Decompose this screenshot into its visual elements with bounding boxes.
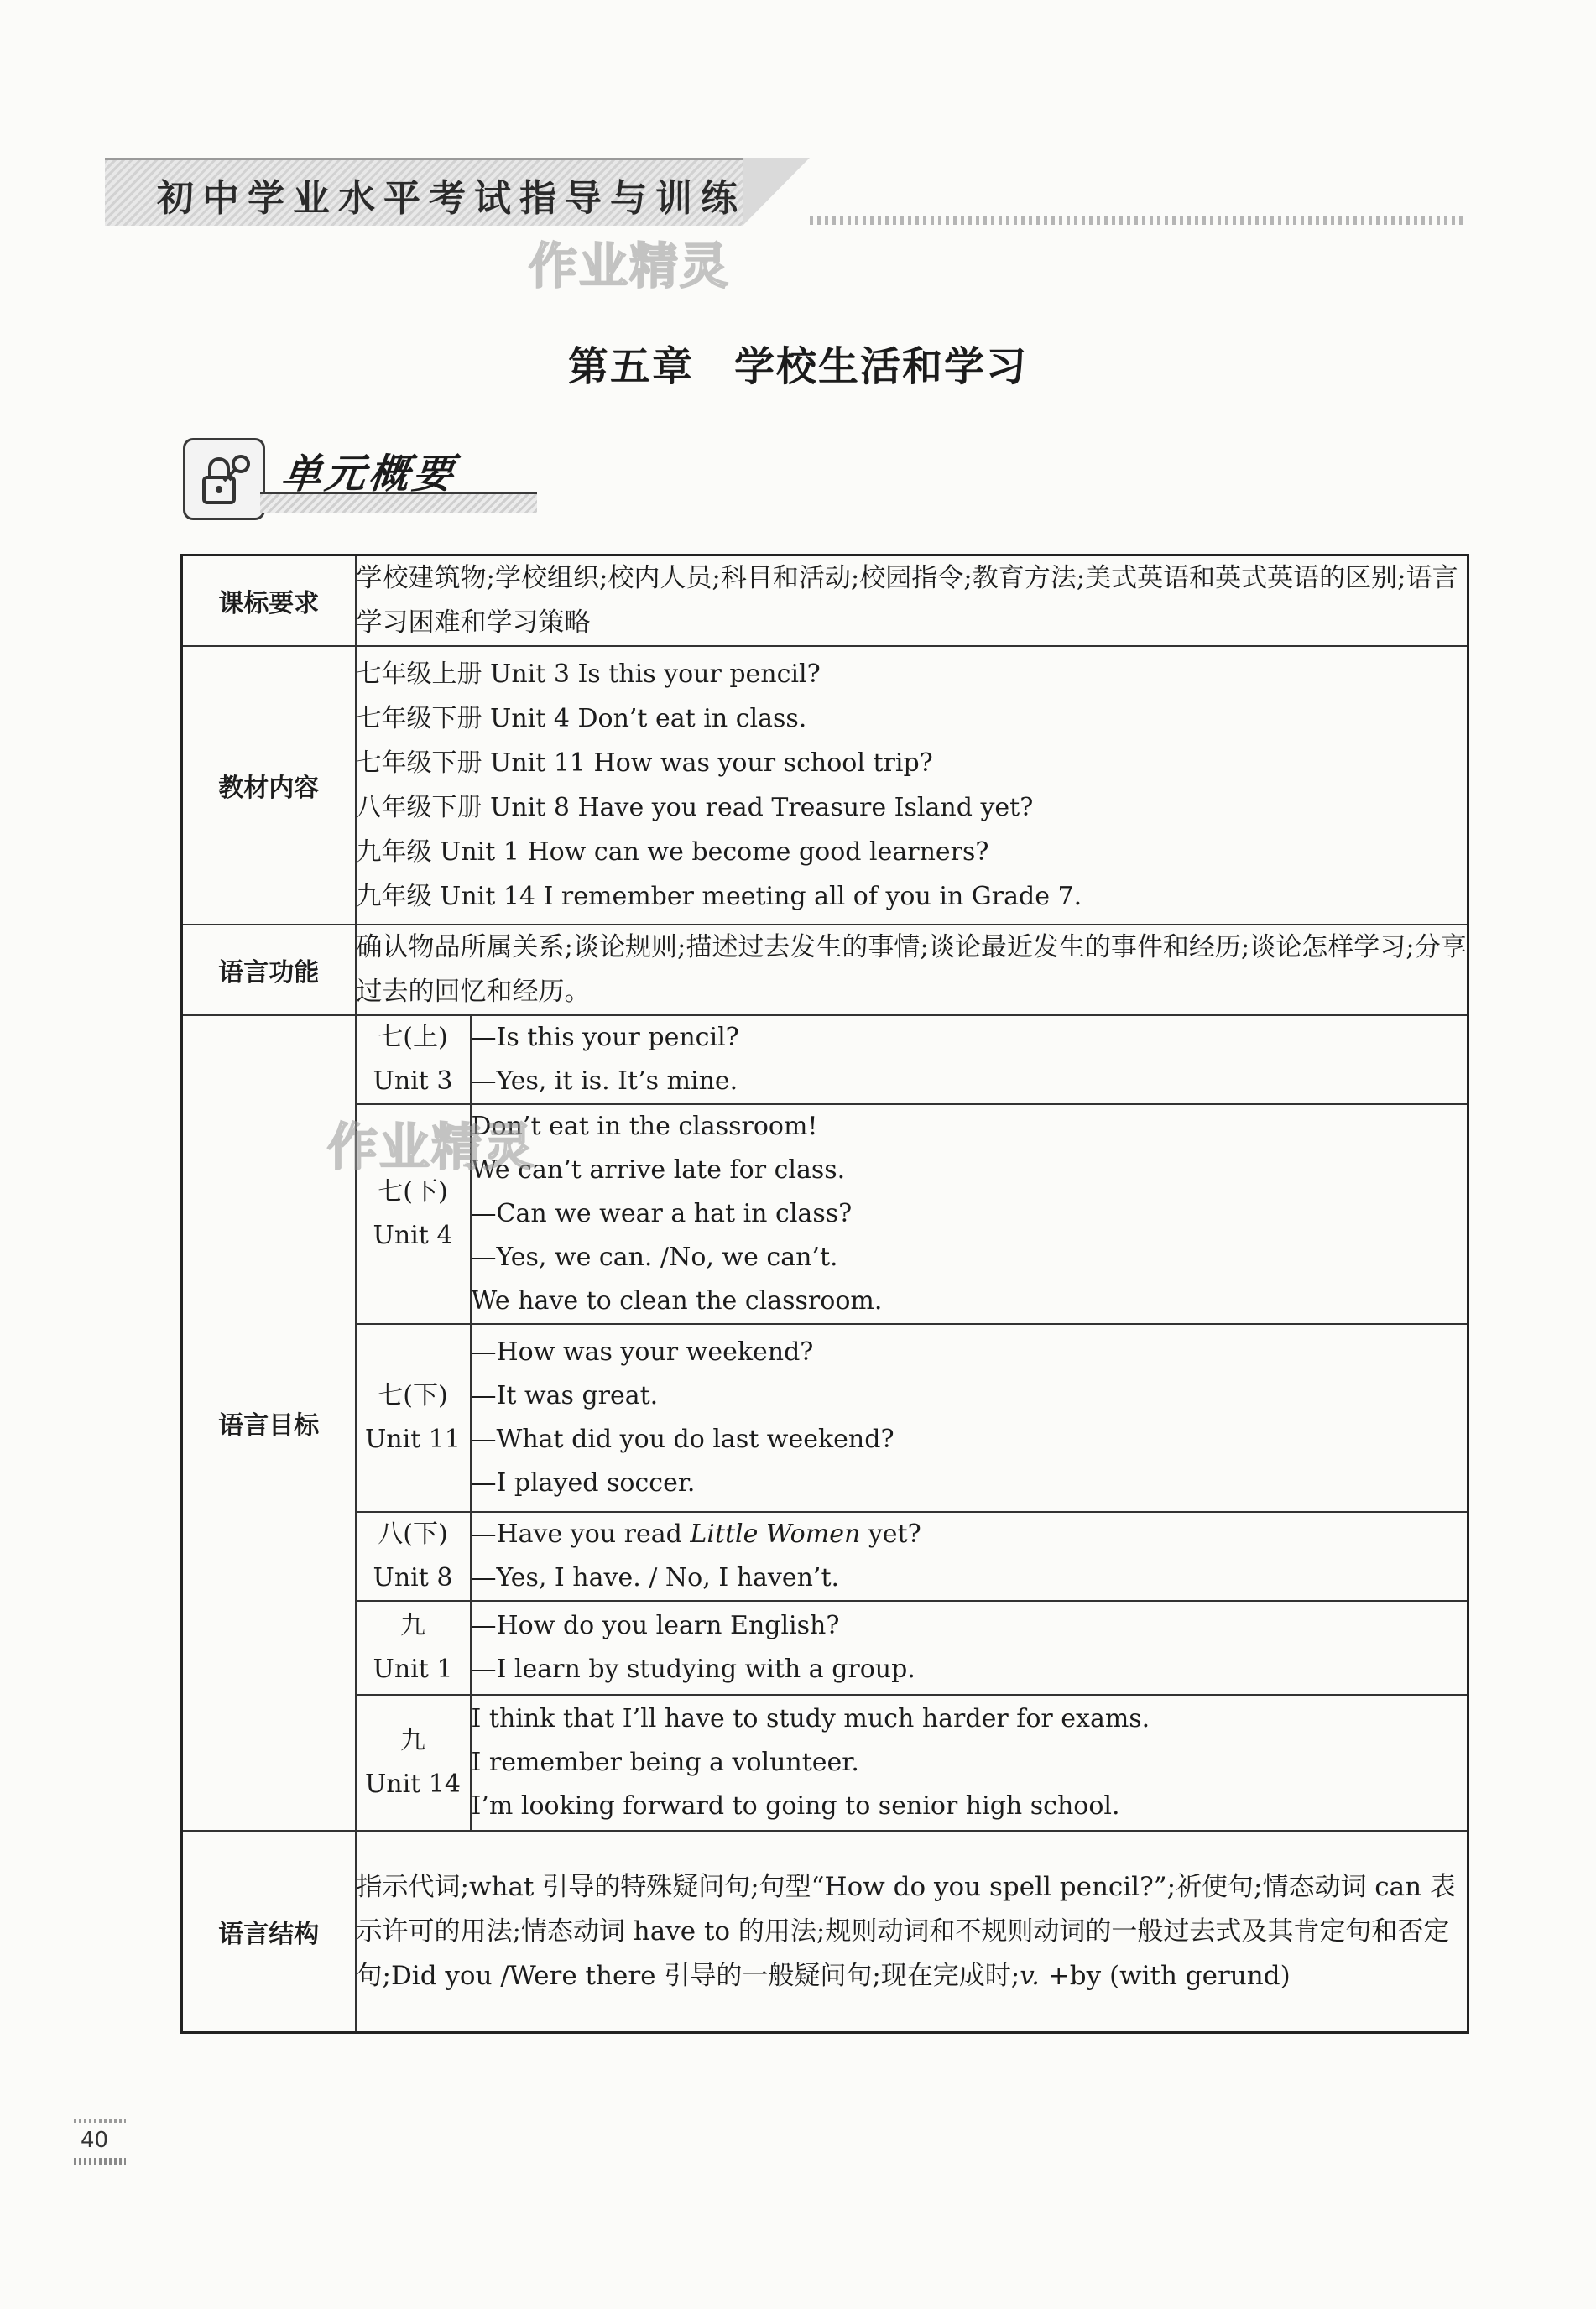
chapter-title [0, 334, 1596, 392]
grade-cell [357, 1512, 471, 1601]
table-row [357, 1695, 1468, 1830]
sentence: —Can we wear a hat in class? [471, 1199, 853, 1228]
structures-text [356, 1831, 1468, 2033]
unit-overview-table [180, 554, 1469, 2034]
section-label: 单元概要 [279, 451, 459, 498]
list-item: 七年级下册 Unit 11 How was your school trip? [356, 748, 933, 778]
table-row [357, 1512, 1468, 1601]
list-item: 九年级 Unit 1 How can we become good learners? [356, 837, 989, 867]
grade-label: 九 [400, 1726, 425, 1755]
structures-part: v. [1020, 1960, 1040, 1991]
table-row [357, 1601, 1468, 1695]
label-structures: 语言结构 [182, 1831, 356, 2033]
grade-label: 九 [400, 1611, 425, 1640]
header-dotted-rule [810, 216, 1464, 225]
structures-part: +by (with gerund) [1039, 1960, 1291, 1991]
grade-label: 八(下) [378, 1519, 448, 1549]
sentence-part: yet? [860, 1519, 921, 1549]
section-badge [183, 438, 552, 522]
sentence [472, 1513, 1468, 1556]
sentence: I’m looking forward to going to senior high school. [471, 1791, 1120, 1821]
row-structures [182, 1831, 1468, 2033]
sentence-cell [471, 1016, 1468, 1104]
sentence: We can’t arrive late for class. [471, 1155, 846, 1185]
book-title-italic: Little Women [690, 1519, 861, 1549]
chapter-number: 第五章 [567, 343, 694, 390]
requirements-text: 学校建筑物;学校组织;校内人员;科目和活动;校园指令;教育方法;美式英语和英式英语的区别;语言学习困难和学习策略 [356, 555, 1468, 647]
watermark: 作业精灵 [327, 1118, 535, 1177]
grade-cell [357, 1695, 471, 1830]
label-targets: 语言目标 [182, 1015, 356, 1831]
list-item: 八年级下册 Unit 8 Have you read Treasure Island yet? [356, 793, 1034, 822]
grade-label: 七(下) [378, 1381, 448, 1410]
sentence: —Is this your pencil? [471, 1023, 739, 1052]
row-requirements [182, 555, 1468, 647]
sentence: —Yes, it is. It’s mine. [471, 1066, 738, 1096]
list-item: 七年级下册 Unit 4 Don’t eat in class. [356, 704, 807, 733]
sentence-cell [471, 1104, 1468, 1324]
sentence: —I played soccer. [471, 1468, 696, 1498]
sentence: We have to clean the classroom. [471, 1286, 883, 1316]
page-number: 40 [81, 2128, 109, 2153]
sentence: —Yes, we can. /No, we can’t. [471, 1243, 838, 1272]
sentence-cell [471, 1324, 1468, 1512]
watermark: 作业精灵 [529, 237, 731, 294]
grade-label: 七(上) [378, 1023, 448, 1052]
unit-label: Unit 14 [365, 1770, 461, 1799]
unit-label: Unit 4 [373, 1221, 453, 1250]
sentence-cell [471, 1512, 1468, 1601]
unit-label: Unit 8 [373, 1563, 453, 1592]
grade-cell [357, 1324, 471, 1512]
list-item: 七年级上册 Unit 3 Is this your pencil? [356, 659, 821, 689]
table-row [357, 1324, 1468, 1512]
book-title: 初中学业水平考试指导与训练 [157, 177, 746, 220]
grade-cell [357, 1016, 471, 1104]
sentence: Don’t eat in the classroom! [471, 1112, 818, 1141]
table-row [357, 1016, 1468, 1104]
sentence: —Yes, I have. / No, I haven’t. [471, 1563, 840, 1592]
unit-label: Unit 11 [365, 1425, 461, 1454]
chapter-name: 学校生活和学习 [734, 343, 1029, 390]
running-header [105, 151, 1464, 235]
label-requirements: 课标要求 [182, 555, 356, 647]
sentence: —What did you do last weekend? [471, 1425, 894, 1454]
list-item: 九年级 Unit 14 I remember meeting all of you in Grade 7. [356, 882, 1082, 911]
page-number-ornament [74, 2119, 126, 2123]
sentence-cell [471, 1601, 1468, 1695]
label-functions: 语言功能 [182, 925, 356, 1015]
lock-key-icon [183, 438, 265, 520]
unit-label: Unit 3 [373, 1066, 453, 1096]
unit-label: Unit 1 [373, 1655, 453, 1684]
functions-text: 确认物品所属关系;谈论规则;描述过去发生的事情;谈论最近发生的事件和经历;谈论怎样学习;分享过去的回忆和经历。 [356, 925, 1468, 1015]
materials-list [356, 646, 1468, 925]
label-materials: 教材内容 [182, 646, 356, 925]
sentence: —I learn by studying with a group. [471, 1655, 915, 1684]
page-number-ornament [74, 2158, 126, 2165]
sentence: I think that I’ll have to study much harder for exams. [471, 1704, 1150, 1733]
grade-label: 七(下) [378, 1177, 448, 1207]
structures-part: 指示代词;what 引导的特殊疑问句;句型“How do you spell pencil?”;祈使句;情态动词 can 表示许可的用法;情态动词 have to 的用法;规则动词和不规则动词的一般过去式及其肯定句和否定句;Did you /Were there 引导的一般疑问句;现在完成时; [356, 1871, 1456, 1991]
grade-cell [357, 1601, 471, 1695]
sentence: —It was great. [471, 1381, 659, 1410]
row-materials [182, 646, 1468, 925]
sentence-cell [471, 1695, 1468, 1830]
sentence-part: —Have you read [471, 1519, 691, 1549]
sentence: I remember being a volunteer. [471, 1748, 859, 1777]
sentence: —How do you learn English? [471, 1611, 840, 1640]
row-functions [182, 925, 1468, 1015]
sentence: —How was your weekend? [471, 1337, 814, 1367]
